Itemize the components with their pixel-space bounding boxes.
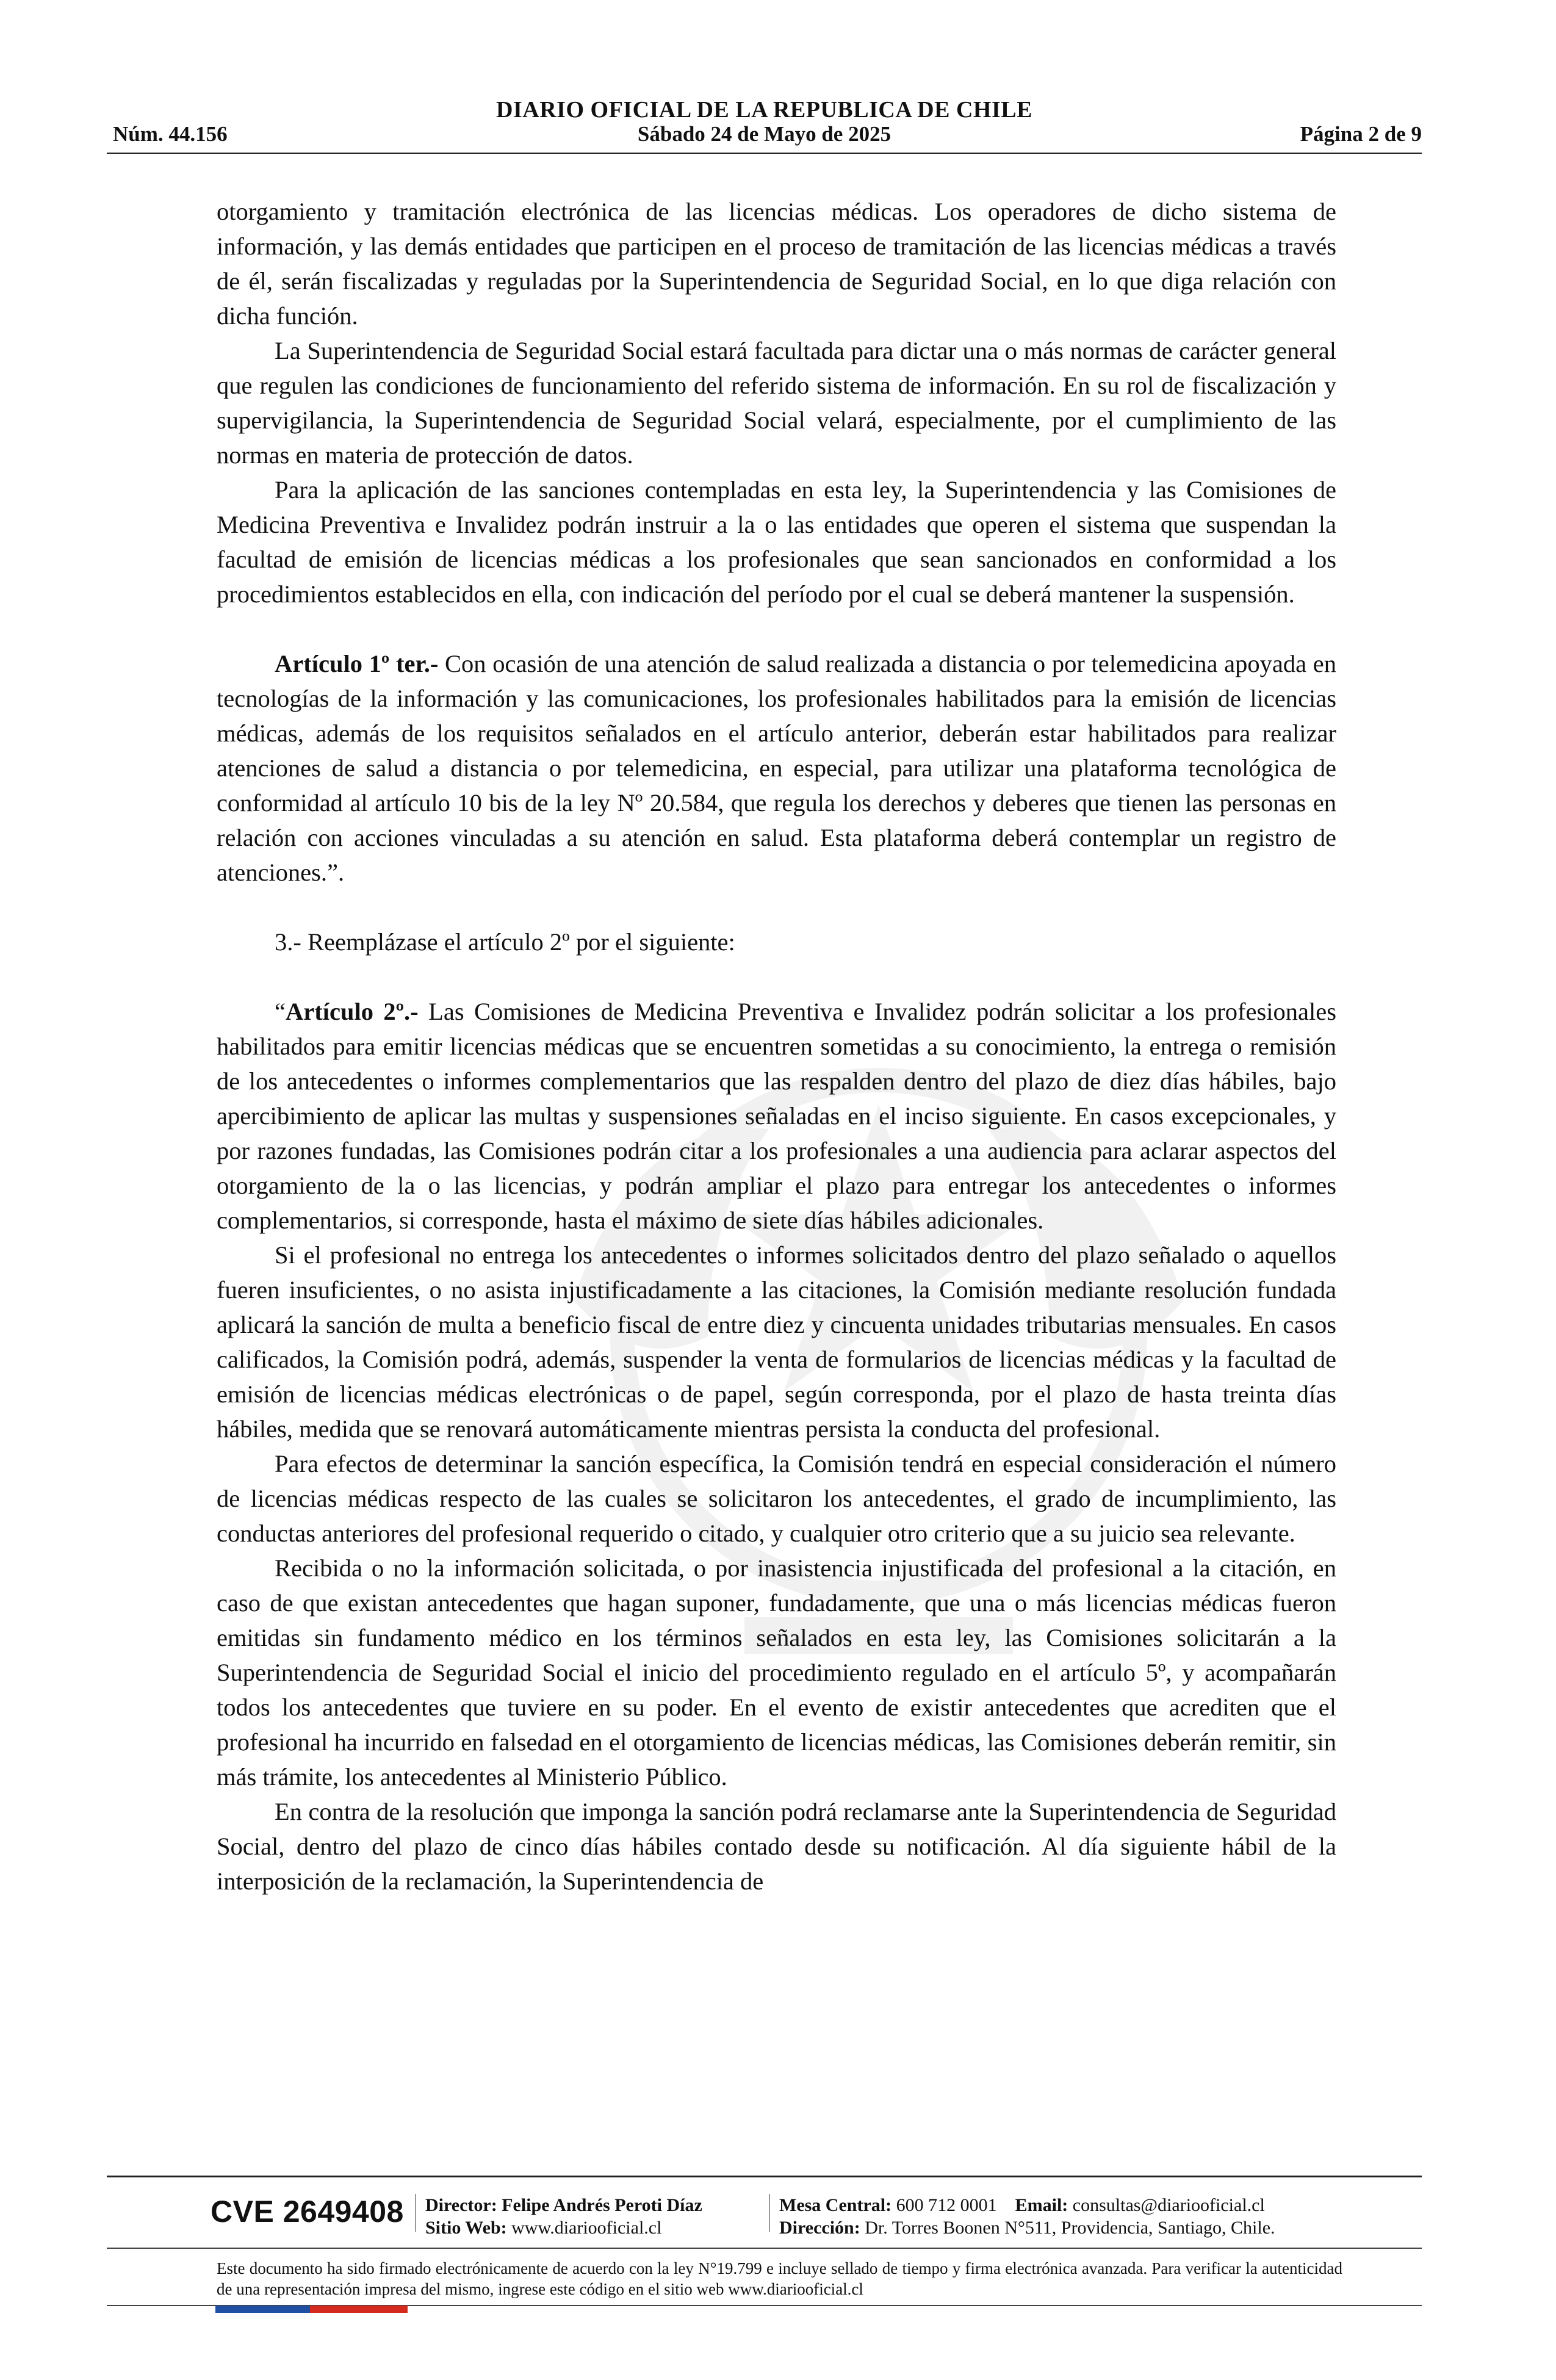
article-2 — [217, 994, 1336, 1238]
issue-date: Sábado 24 de Mayo de 2025 — [637, 122, 891, 146]
email-label: Email: — [1015, 2195, 1068, 2215]
address-value: Dr. Torres Boonen N°511, Providencia, Santiago, Chile. — [865, 2218, 1275, 2238]
page-number: Página 2 de 9 — [1300, 122, 1422, 146]
footer-separator — [415, 2194, 416, 2232]
paragraph: Recibida o no la información solicitada, o por inasistencia injustificada del profesional a la citación, en caso de que existan antecedentes que hagan suponer, fundadamente, que una o más licencias médicas fueron emitidas sin fundamento médico en los términos señalados en esta ley, las Comisiones solicitarán a la Superintendencia de Seguridad Social el inicio del procedimiento regulado en el artículo 5º, y acompañarán todos los antecedentes que tuviere en su poder. En el evento de existir antecedentes que acrediten que el profesional ha incurrido en falsedad en el otorgamiento de licencias médicas, las Comisiones deberán remitir, sin más trámite, los antecedentes al Ministerio Público. — [217, 1554, 1336, 1790]
paragraph: Para la aplicación de las sanciones contempladas en esta ley, la Superintendencia y las Comisiones de Medicina Preventiva e Invalidez podrán instruir a la o las entidades que operen el sistema que suspendan la facultad de emisión de licencias médicas a los profesionales que sean sancionados en conformidad a los procedimientos establecidos en ella, con indicación del período por el cual se deberá mantener la suspensión. — [217, 476, 1336, 608]
mesa-central-label: Mesa Central: — [779, 2195, 892, 2215]
article-text: Con ocasión de una atención de salud realizada a distancia o por telemedicina apoyada en tecnologías de la información y las comunicaciones, los profesionales habilitados para la emisión de licencias médicas, además de los requisitos señalados en el artículo anterior, deberán estar habilitados para realizar atenciones de salud a distancia o por telemedicina, en especial, para utilizar una plataforma tecnológica de conformidad al artículo 10 bis de la ley Nº 20.584, que regula los derechos y deberes que tienen las personas en relación con acciones vinculadas a su atención en salud. Esta plataforma deberá contemplar un registro de atenciones.”. — [217, 650, 1336, 886]
document-body — [217, 194, 1336, 1899]
article-1-ter — [217, 646, 1336, 890]
signature-notice: Este documento ha sido firmado electrónicamente de acuerdo con la ley N°19.799 e incluye sellado de tiempo y firma electrónica avanzada. Para verificar la autenticidad de una representación impresa del mismo, ingrese este código en el sitio web www.diariooficial.cl — [217, 2259, 1342, 2298]
page-footer — [107, 2176, 1422, 2328]
paragraph: La Superintendencia de Seguridad Social estará facultada para dictar una o más normas de carácter general que regulen las condiciones de funcionamiento del referido sistema de información. En su rol de fiscalización y supervigilancia, la Superintendencia de Seguridad Social velará, especialmente, por el cumplimiento de las normas en materia de protección de datos. — [217, 337, 1336, 469]
paragraph: otorgamiento y tramitación electrónica de las licencias médicas. Los operadores de dicho sistema de información, y las demás entidades que participen en el proceso de tramitación de las licencias médicas a través de él, serán fiscalizadas y reguladas por la Superintendencia de Seguridad Social, en lo que diga relación con dicha función. — [217, 198, 1336, 330]
email-link[interactable]: consultas@diariooficial.cl — [1072, 2195, 1265, 2215]
article-heading: Artículo 2º.- — [285, 998, 419, 1025]
flag-red-stripe — [310, 2306, 408, 2313]
opening-quote: “ — [275, 998, 286, 1025]
cve-code: CVE 2649408 — [211, 2194, 404, 2229]
director-label: Director: — [425, 2195, 497, 2215]
footer-contact-block — [779, 2194, 1275, 2239]
address-label: Dirección: — [779, 2218, 860, 2238]
newspaper-title: DIARIO OFICIAL DE LA REPUBLICA DE CHILE — [496, 97, 1032, 123]
mesa-central-phone: 600 712 0001 — [896, 2195, 997, 2215]
website-label: Sitio Web: — [425, 2218, 507, 2238]
issue-number: Núm. 44.156 — [113, 122, 228, 146]
paragraph: Si el profesional no entrega los antecedentes o informes solicitados dentro del plazo señalado o aquellos fueren insuficientes, o no asista injustificadamente a las citaciones, la Comisión mediante resolución fundada aplicará la sanción de multa a beneficio fiscal de entre diez y cincuenta unidades tributarias mensuales. En casos calificados, la Comisión podrá, además, suspender la venta de formularios de licencias médicas y la facultad de emisión de licencias médicas electrónicas o de papel, según corresponda, por el plazo de hasta treinta días hábiles, medida que se renovará automáticamente mientras persista la conducta del profesional. — [217, 1241, 1336, 1443]
website-link[interactable]: www.diariooficial.cl — [511, 2218, 662, 2238]
footer-separator — [769, 2194, 770, 2232]
footer-divider — [107, 2248, 1422, 2249]
header-divider — [107, 153, 1422, 154]
flag-blue-stripe — [215, 2306, 310, 2313]
amendment-item-3: 3.- Reemplázase el artículo 2º por el siguiente: — [275, 928, 735, 956]
page-header — [107, 93, 1422, 154]
article-heading: Artículo 1º ter.- — [275, 650, 439, 677]
article-text: Las Comisiones de Medicina Preventiva e Invalidez podrán solicitar a los profesionales habilitados para emitir licencias médicas que se encuentren sometidas a su conocimiento, la entrega o remisión de los antecedentes o informes complementarios que las respalden dentro del plazo de diez días hábiles, bajo apercibimiento de aplicar las multas y suspensiones señaladas en el inciso siguiente. En casos excepcionales, y por razones fundadas, las Comisiones podrán citar a los profesionales a una audiencia para aclarar aspectos del otorgamiento de la o las licencias, y podrán ampliar el plazo para entregar los antecedentes o informes complementarios, si corresponde, hasta el máximo de siete días hábiles adicionales. — [217, 998, 1336, 1234]
director-name: Felipe Andrés Peroti Díaz — [502, 2195, 702, 2215]
paragraph: En contra de la resolución que imponga la sanción podrá reclamarse ante la Superintendencia de Seguridad Social, dentro del plazo de cinco días hábiles contado desde su notificación. Al día siguiente hábil de la interposición de la reclamación, la Superintendencia de — [217, 1798, 1336, 1895]
footer-divider — [107, 2176, 1422, 2177]
footer-director-block — [425, 2194, 702, 2239]
paragraph: Para efectos de determinar la sanción específica, la Comisión tendrá en especial consideración el número de licencias médicas respecto de las cuales se solicitaron los antecedentes, el grado de incumplimiento, las conductas anteriores del profesional requerido o citado, y cualquier otro criterio que a su juicio sea relevante. — [217, 1450, 1336, 1547]
chile-flag-stripe — [215, 2306, 408, 2313]
